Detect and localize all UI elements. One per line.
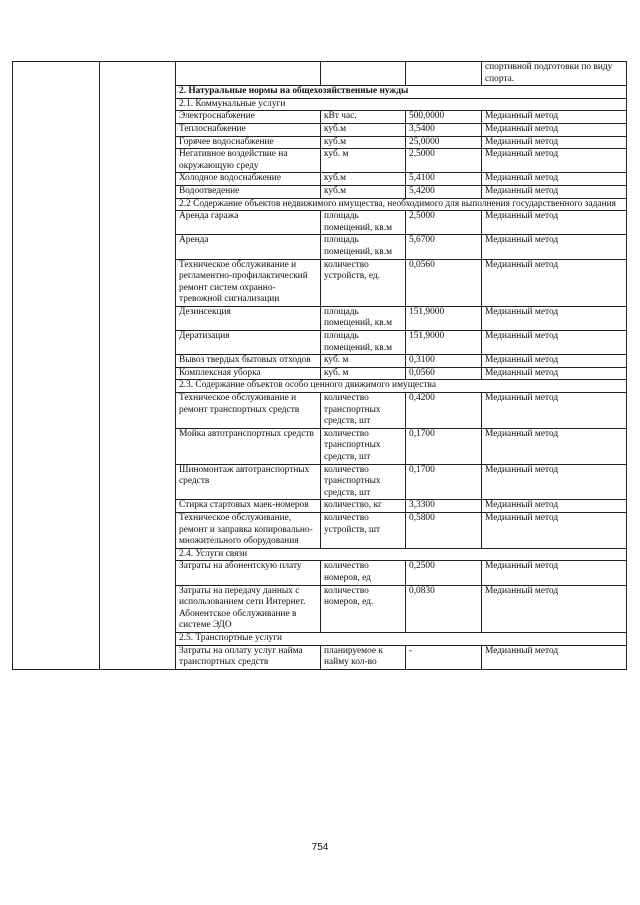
norm-name: Техническое обслуживание и регламентно-профилактический ремонт систем охранно-тревожной сигнализации xyxy=(176,259,321,306)
norm-method: Медианный метод xyxy=(482,235,627,259)
norm-value: 151,9000 xyxy=(406,306,482,330)
norm-value: 0,3100 xyxy=(406,355,482,368)
norm-unit: количество номеров, ед xyxy=(321,561,406,585)
top-row-note: спортивной подготовки по виду спорта. xyxy=(482,62,627,86)
norm-value: 0,0560 xyxy=(406,259,482,306)
norm-name: Водоотведение xyxy=(176,185,321,198)
norm-method: Медианный метод xyxy=(482,645,627,669)
norm-unit: количество устройств, шт xyxy=(321,512,406,548)
norm-name: Аренда гаража xyxy=(176,211,321,235)
subsection-title: 2.1. Коммунальные услуги xyxy=(176,98,627,111)
blank-cell xyxy=(321,62,406,86)
norm-value: 151,9000 xyxy=(406,331,482,355)
norm-name: Холодное водоснабжение xyxy=(176,173,321,186)
norm-name: Затраты на абонентскую плату xyxy=(176,561,321,585)
norm-name: Электроснабжение xyxy=(176,111,321,124)
norm-name: Стирка стартовых маек-номеров xyxy=(176,500,321,513)
norm-name: Вывоз твердых бытовых отходов xyxy=(176,355,321,368)
norm-method: Медианный метод xyxy=(482,428,627,464)
norm-method: Медианный метод xyxy=(482,211,627,235)
norm-method: Медианный метод xyxy=(482,393,627,429)
norm-value: 3,3300 xyxy=(406,500,482,513)
norm-value: 0,0830 xyxy=(406,585,482,632)
norm-method: Медианный метод xyxy=(482,464,627,500)
norm-name: Теплоснабжение xyxy=(176,123,321,136)
norm-name: Дератизация xyxy=(176,331,321,355)
norm-value: 0,2500 xyxy=(406,561,482,585)
norm-method: Медианный метод xyxy=(482,331,627,355)
norm-method: Медианный метод xyxy=(482,512,627,548)
norm-method: Медианный метод xyxy=(482,561,627,585)
norm-value: 2,5000 xyxy=(406,149,482,173)
norm-method: Медианный метод xyxy=(482,306,627,330)
norm-method: Медианный метод xyxy=(482,123,627,136)
norm-unit: количество номеров, ед. xyxy=(321,585,406,632)
norm-name: Мойка автотранспортных средств xyxy=(176,428,321,464)
norm-unit: куб.м xyxy=(321,136,406,149)
norm-unit: количество транспортных средств, шт xyxy=(321,393,406,429)
subsection-title: 2.3. Содержание объектов особо ценного движимого имущества xyxy=(176,380,627,393)
norm-unit: куб.м xyxy=(321,185,406,198)
norm-unit: количество транспортных средств, шт xyxy=(321,428,406,464)
norm-method: Медианный метод xyxy=(482,111,627,124)
norm-value: 3,5400 xyxy=(406,123,482,136)
norm-name: Затраты на передачу данных с использованием сети Интернет. Абонентское обслуживание в системе ЭДО xyxy=(176,585,321,632)
norm-value: 5,4100 xyxy=(406,173,482,186)
norm-value: 0,0560 xyxy=(406,367,482,380)
norm-value: - xyxy=(406,645,482,669)
norm-value: 0,1700 xyxy=(406,464,482,500)
section-heading: 2. Натуральные нормы на общехозяйственные нужды xyxy=(176,86,627,99)
norm-method: Медианный метод xyxy=(482,185,627,198)
norm-method: Медианный метод xyxy=(482,500,627,513)
norm-unit: планируемое к найму кол-во xyxy=(321,645,406,669)
norm-unit: количество транспортных средств, шт xyxy=(321,464,406,500)
norm-method: Медианный метод xyxy=(482,149,627,173)
norm-unit: количество устройств, ед. xyxy=(321,259,406,306)
norm-value: 25,0000 xyxy=(406,136,482,149)
norm-unit: куб. м xyxy=(321,149,406,173)
norms-table xyxy=(12,61,627,670)
blank-cell xyxy=(13,62,100,670)
subsection-title: 2.5. Транспортные услуги xyxy=(176,632,627,645)
norm-unit: куб. м xyxy=(321,355,406,368)
norm-name: Затраты на оплату услуг найма транспортных средств xyxy=(176,645,321,669)
norm-value: 500,0000 xyxy=(406,111,482,124)
norm-name: Дезинсекция xyxy=(176,306,321,330)
norm-name: Техническое обслуживание и ремонт транспортных средств xyxy=(176,393,321,429)
norm-method: Медианный метод xyxy=(482,136,627,149)
subsection-title: 2.4. Услуги связи xyxy=(176,548,627,561)
norm-value: 0,4200 xyxy=(406,393,482,429)
norm-unit: площадь помещений, кв.м xyxy=(321,211,406,235)
blank-cell xyxy=(100,62,176,670)
norm-value: 2,5000 xyxy=(406,211,482,235)
subsection-title: 2.2 Содержание объектов недвижимого имущества, необходимого для выполнения государственного задания xyxy=(176,198,627,211)
norm-name: Техническое обслуживание, ремонт и заправка копировально-множительного оборудования xyxy=(176,512,321,548)
norm-name: Комплексная уборка xyxy=(176,367,321,380)
norm-unit: куб. м xyxy=(321,367,406,380)
blank-cell xyxy=(176,62,321,86)
norm-value: 5,4200 xyxy=(406,185,482,198)
continued-row xyxy=(13,62,627,86)
norm-method: Медианный метод xyxy=(482,259,627,306)
norm-name: Шиномонтаж автотранспортных средств xyxy=(176,464,321,500)
page-number: 754 xyxy=(311,842,329,853)
norm-unit: площадь помещений, кв.м xyxy=(321,331,406,355)
norm-value: 0,5800 xyxy=(406,512,482,548)
norm-unit: кВт час. xyxy=(321,111,406,124)
norm-method: Медианный метод xyxy=(482,367,627,380)
norm-unit: куб.м xyxy=(321,173,406,186)
norm-name: Аренда xyxy=(176,235,321,259)
norm-unit: количество, кг xyxy=(321,500,406,513)
norm-name: Горячее водоснабжение xyxy=(176,136,321,149)
norm-value: 5,6700 xyxy=(406,235,482,259)
norm-unit: площадь помещений, кв.м xyxy=(321,306,406,330)
blank-cell xyxy=(406,62,482,86)
norm-name: Негативное воздействие на окружающую среду xyxy=(176,149,321,173)
norm-method: Медианный метод xyxy=(482,173,627,186)
norm-method: Медианный метод xyxy=(482,355,627,368)
norm-value: 0,1700 xyxy=(406,428,482,464)
norm-method: Медианный метод xyxy=(482,585,627,632)
norm-unit: площадь помещений, кв.м xyxy=(321,235,406,259)
norm-unit: куб.м xyxy=(321,123,406,136)
